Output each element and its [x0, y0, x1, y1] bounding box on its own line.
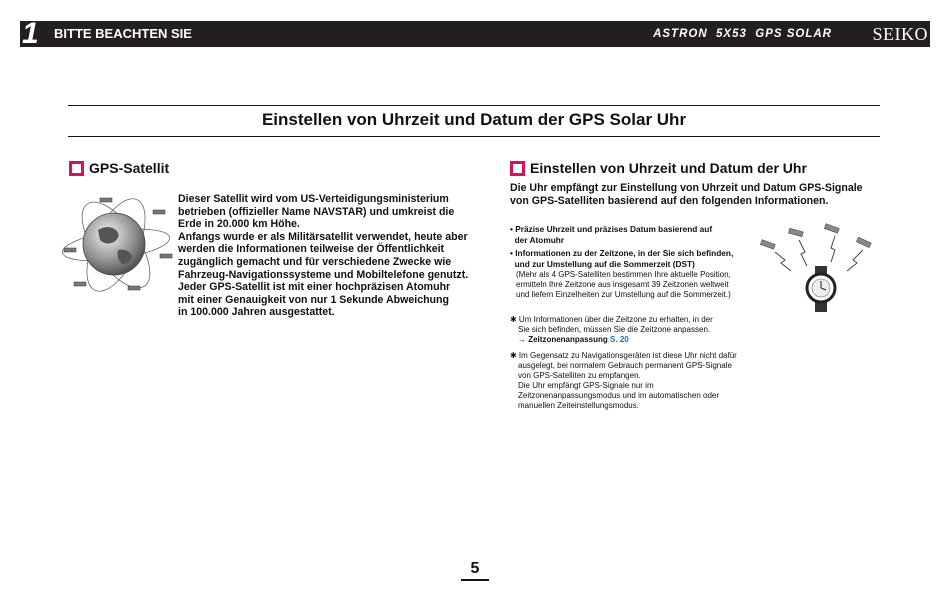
text-line: ✱ Um Informationen über die Zeitzone zu erhalten, in der [510, 315, 713, 324]
intro-text [510, 182, 885, 208]
watch-receiving-signals-illustration [757, 222, 887, 314]
text-line: betrieben (offizieller Name NAVSTAR) und umkreist die [178, 205, 455, 218]
bullet-atomic-time [510, 224, 755, 246]
text-line: Sie sich befinden, müssen Sie die Zeitzone anpassen. [518, 325, 711, 334]
chapter-number: 1 [22, 17, 39, 50]
text-line: Die Uhr empfängt zur Einstellung von Uhrzeit und Datum GPS-Signale [510, 182, 863, 194]
page-number-underline [461, 579, 489, 581]
note-timezone-adjust [510, 315, 755, 345]
text-line: zugänglich gemacht und für verschiedene Zwecke wie [178, 255, 452, 268]
text-line: in 100.000 Jahren ausgestattet. [178, 306, 335, 319]
text-line: und liefern Einzelheiten zur Umstellung auf die Sommerzeit.) [516, 290, 731, 299]
text-line: werden die Informationen teilweise der Öffentlichkeit [178, 243, 445, 256]
note-not-navigation [510, 351, 755, 411]
gps-satellite-heading-label: GPS-Satellit [89, 160, 170, 176]
text-line: Erde in 20.000 km Höhe. [178, 218, 300, 231]
text-line: ermitteln Ihre Zeitzone aus insgesamt 39 Zeitzonen weltweit [516, 280, 729, 289]
text-line: ausgelegt, bei normalem Gebrauch permanent GPS-Signale [518, 361, 732, 370]
timezone-link-row [510, 335, 755, 345]
text-line: Fahrzeug-Navigationssysteme und Mobiltelefone genutzt. [178, 268, 469, 281]
page-title: Einstellen von Uhrzeit und Datum der GPS Solar Uhr [261, 110, 687, 129]
text-line: von GPS-Satelliten zu empfangen. [518, 371, 641, 380]
globe-satellites-illustration [60, 192, 176, 298]
chapter-title: BITTE BEACHTEN SIE [54, 26, 192, 41]
title-rule-top [68, 105, 880, 106]
text-line: (Mehr als 4 GPS-Satelliten bestimmen Ihre aktuelle Position, [516, 270, 731, 279]
time-date-heading-label: Einstellen von Uhrzeit und Datum der Uhr [530, 160, 807, 176]
text-line: und zur Umstellung auf die Sommerzeit (DST) [510, 259, 695, 269]
bullet-timezone-dst [510, 248, 755, 300]
text-line: Zeitzonenanpassungsmodus und im automatischen oder [518, 391, 720, 400]
gps-satellite-description [178, 193, 478, 319]
timezone-page-link[interactable]: S. 20 [610, 335, 629, 344]
timezone-link-label[interactable]: → Zeitzonenanpassung [518, 335, 608, 344]
section-square-icon [69, 161, 84, 176]
text-line: Die Uhr empfängt GPS-Signale nur im [518, 381, 654, 390]
text-line: • Informationen zu der Zeitzone, in der Sie sich befinden, [510, 248, 734, 258]
page-number: 5 [470, 560, 480, 577]
text-line: ✱ Im Gegensatz zu Navigationsgeräten ist diese Uhr nicht dafür [510, 351, 737, 360]
time-date-heading [510, 160, 807, 176]
gps-satellite-heading [69, 160, 169, 176]
text-line: Dieser Satellit wird vom US-Verteidigungsministerium [178, 193, 449, 205]
text-line: der Atomuhr [510, 235, 565, 245]
text-line: manuellen Zeiteinstellungsmodus. [518, 401, 639, 410]
text-line: Anfangs wurde er als Militärsatellit verwendet, heute aber [178, 230, 468, 243]
title-rule-bottom [68, 136, 880, 137]
text-line: von GPS-Satelliten basierend auf den folgenden Informationen. [510, 195, 829, 207]
text-line: Jeder GPS-Satellit ist mit einer hochpräzisen Atomuhr [178, 281, 451, 294]
product-name: ASTRON 5X53 GPS SOLAR [653, 28, 832, 40]
brand-logo: SEIKO [872, 24, 928, 44]
text-line: • Präzise Uhrzeit und präzises Datum basierend auf [510, 224, 713, 234]
text-line: mit einer Genauigkeit von nur 1 Sekunde Abweichung [178, 293, 449, 306]
section-square-icon [510, 161, 525, 176]
